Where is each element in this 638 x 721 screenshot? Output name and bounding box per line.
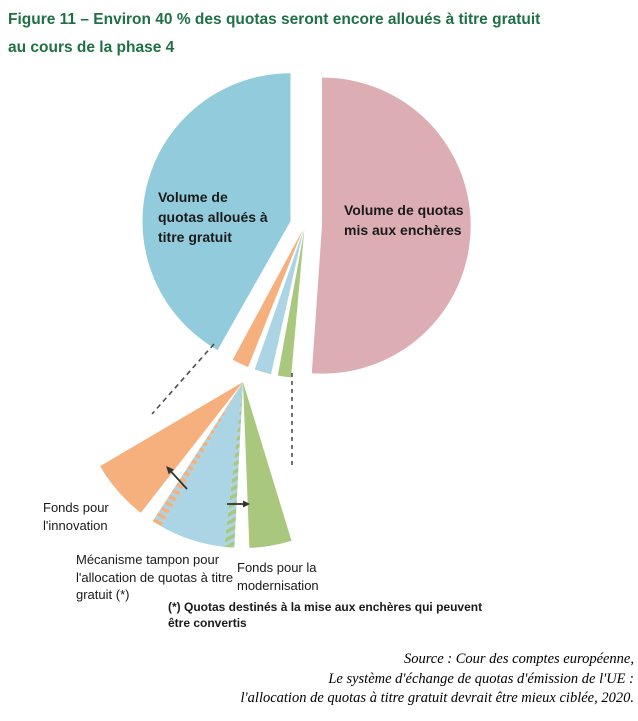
label-free-allocation: Volume de quotas alloués à titre gratuit [158, 189, 268, 245]
source-line1: Source : Cour des comptes européenne, [403, 651, 634, 667]
figure-title-line1: Figure 11 – Environ 40 % des quotas seront encore alloués à titre gratuit [8, 11, 541, 28]
figure-title-line2: au cours de la phase 4 [8, 39, 175, 56]
label-buffer-mechanism: Mécanisme tampon pour l'allocation de quotas à titre gratuit (*) [76, 552, 234, 602]
source-line2: Le système d'échange de quotas d'émission de l'UE : [328, 670, 634, 687]
label-modernisation-fund: Fonds pour la modernisation [237, 560, 319, 593]
fan-modernisation [243, 382, 292, 548]
source-reference [14, 650, 634, 709]
source-line3: l'allocation de quotas à titre gratuit devrait être mieux ciblée, 2020. [240, 690, 634, 706]
label-auctioned: Volume de quotas mis aux enchères [344, 202, 464, 238]
dashed-connector-left [152, 344, 214, 414]
footnote: (*) Quotas destinés à la mise aux enchères qui peuvent être convertis [168, 600, 483, 630]
label-innovation-fund: Fonds pour l'innovation [43, 500, 109, 533]
